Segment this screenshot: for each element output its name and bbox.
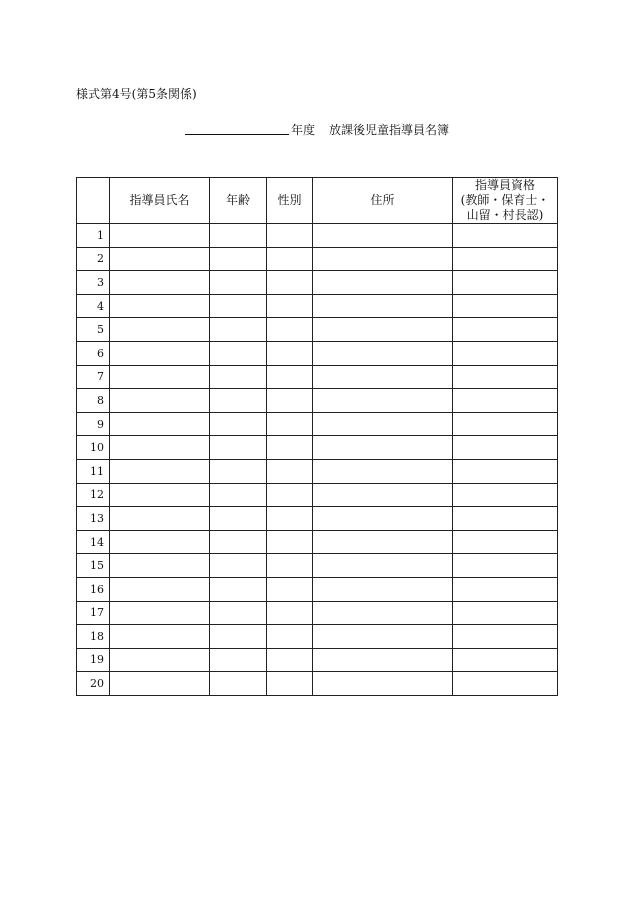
qualification-cell[interactable] [453,365,558,389]
sex-cell[interactable] [267,648,313,672]
row-number: 18 [77,625,110,649]
address-cell[interactable] [313,247,453,271]
address-cell[interactable] [313,648,453,672]
year-blank-line[interactable] [185,121,289,135]
name-cell[interactable] [110,530,210,554]
sex-cell[interactable] [267,224,313,248]
name-cell[interactable] [110,554,210,578]
address-cell[interactable] [313,389,453,413]
address-cell[interactable] [313,271,453,295]
qualification-cell[interactable] [453,341,558,365]
address-cell[interactable] [313,412,453,436]
address-cell[interactable] [313,507,453,531]
qualification-cell[interactable] [453,601,558,625]
table-row [77,507,558,531]
name-cell[interactable] [110,389,210,413]
table-row [77,601,558,625]
sex-cell[interactable] [267,483,313,507]
row-number: 6 [77,341,110,365]
qualification-cell[interactable] [453,224,558,248]
table-row [77,436,558,460]
address-cell[interactable] [313,483,453,507]
name-cell[interactable] [110,648,210,672]
sex-cell[interactable] [267,436,313,460]
sex-cell[interactable] [267,507,313,531]
address-cell[interactable] [313,530,453,554]
age-cell[interactable] [210,341,267,365]
age-cell[interactable] [210,625,267,649]
row-number: 16 [77,577,110,601]
header-no [77,178,110,224]
age-cell[interactable] [210,294,267,318]
age-cell[interactable] [210,389,267,413]
row-number: 19 [77,648,110,672]
age-cell[interactable] [210,507,267,531]
sex-cell[interactable] [267,625,313,649]
sex-cell[interactable] [267,672,313,696]
address-cell[interactable] [313,554,453,578]
qualification-cell[interactable] [453,554,558,578]
sex-cell[interactable] [267,459,313,483]
age-cell[interactable] [210,224,267,248]
name-cell[interactable] [110,459,210,483]
row-number: 3 [77,271,110,295]
age-cell[interactable] [210,554,267,578]
name-cell[interactable] [110,294,210,318]
name-cell[interactable] [110,318,210,342]
qualification-cell[interactable] [453,648,558,672]
qualification-cell[interactable] [453,483,558,507]
age-cell[interactable] [210,483,267,507]
address-cell[interactable] [313,459,453,483]
address-cell[interactable] [313,436,453,460]
row-number: 8 [77,389,110,413]
table-header-row [77,178,558,224]
name-cell[interactable] [110,601,210,625]
sex-cell[interactable] [267,530,313,554]
header-address: 住所 [313,178,453,224]
table-row [77,271,558,295]
row-number: 20 [77,672,110,696]
row-number: 10 [77,436,110,460]
table-row [77,577,558,601]
form-number: 様式第4号(第5条関係) [76,87,197,101]
qualification-cell[interactable] [453,389,558,413]
table-row [77,530,558,554]
age-cell[interactable] [210,672,267,696]
qualification-cell[interactable] [453,672,558,696]
qualification-cell[interactable] [453,436,558,460]
sex-cell[interactable] [267,271,313,295]
row-number: 9 [77,412,110,436]
table-row [77,294,558,318]
name-cell[interactable] [110,224,210,248]
year-label: 年度 [291,123,316,137]
sex-cell[interactable] [267,341,313,365]
header-qualification-line: 山留・村長認) [466,208,544,222]
sex-cell[interactable] [267,365,313,389]
name-cell[interactable] [110,577,210,601]
age-cell[interactable] [210,365,267,389]
name-cell[interactable] [110,365,210,389]
qualification-cell[interactable] [453,412,558,436]
sex-cell[interactable] [267,412,313,436]
row-number: 13 [77,507,110,531]
header-sex: 性別 [267,178,313,224]
address-cell[interactable] [313,365,453,389]
table-row [77,341,558,365]
age-cell[interactable] [210,577,267,601]
row-number: 2 [77,247,110,271]
address-cell[interactable] [313,625,453,649]
row-number: 7 [77,365,110,389]
name-cell[interactable] [110,483,210,507]
qualification-cell[interactable] [453,577,558,601]
header-qualification-line: (教師・保育士・ [460,193,550,207]
table-row [77,365,558,389]
address-cell[interactable] [313,601,453,625]
row-number: 1 [77,224,110,248]
table-row [77,483,558,507]
instructor-register-table [76,177,558,696]
row-number: 5 [77,318,110,342]
qualification-cell[interactable] [453,294,558,318]
name-cell[interactable] [110,341,210,365]
row-number: 15 [77,554,110,578]
age-cell[interactable] [210,601,267,625]
sex-cell[interactable] [267,577,313,601]
table-row [77,412,558,436]
table-row [77,318,558,342]
table-row [77,389,558,413]
table-row [77,625,558,649]
header-qualification-line: 指導員資格 [474,178,535,192]
address-cell[interactable] [313,341,453,365]
row-number: 17 [77,601,110,625]
header-name: 指導員氏名 [110,178,210,224]
table-row [77,247,558,271]
table-row [77,648,558,672]
page-title: 放課後児童指導員名簿 [329,123,450,137]
name-cell[interactable] [110,271,210,295]
name-cell[interactable] [110,247,210,271]
name-cell[interactable] [110,436,210,460]
table-row [77,672,558,696]
row-number: 12 [77,483,110,507]
sex-cell[interactable] [267,318,313,342]
name-cell[interactable] [110,672,210,696]
age-cell[interactable] [210,459,267,483]
qualification-cell[interactable] [453,271,558,295]
age-cell[interactable] [210,247,267,271]
qualification-cell[interactable] [453,247,558,271]
sex-cell[interactable] [267,389,313,413]
sex-cell[interactable] [267,247,313,271]
qualification-cell[interactable] [453,625,558,649]
age-cell[interactable] [210,271,267,295]
sex-cell[interactable] [267,554,313,578]
qualification-cell[interactable] [453,530,558,554]
age-cell[interactable] [210,648,267,672]
address-cell[interactable] [313,318,453,342]
sex-cell[interactable] [267,601,313,625]
address-cell[interactable] [313,294,453,318]
table-row [77,554,558,578]
row-number: 4 [77,294,110,318]
address-cell[interactable] [313,672,453,696]
qualification-cell[interactable] [453,459,558,483]
address-cell[interactable] [313,577,453,601]
header-age: 年齢 [210,178,267,224]
header-qualification [453,178,558,224]
name-cell[interactable] [110,507,210,531]
age-cell[interactable] [210,530,267,554]
name-cell[interactable] [110,625,210,649]
table-row [77,459,558,483]
table-row [77,224,558,248]
qualification-cell[interactable] [453,318,558,342]
row-number: 14 [77,530,110,554]
age-cell[interactable] [210,412,267,436]
qualification-cell[interactable] [453,507,558,531]
age-cell[interactable] [210,318,267,342]
age-cell[interactable] [210,436,267,460]
address-cell[interactable] [313,224,453,248]
sex-cell[interactable] [267,294,313,318]
name-cell[interactable] [110,412,210,436]
row-number: 11 [77,459,110,483]
